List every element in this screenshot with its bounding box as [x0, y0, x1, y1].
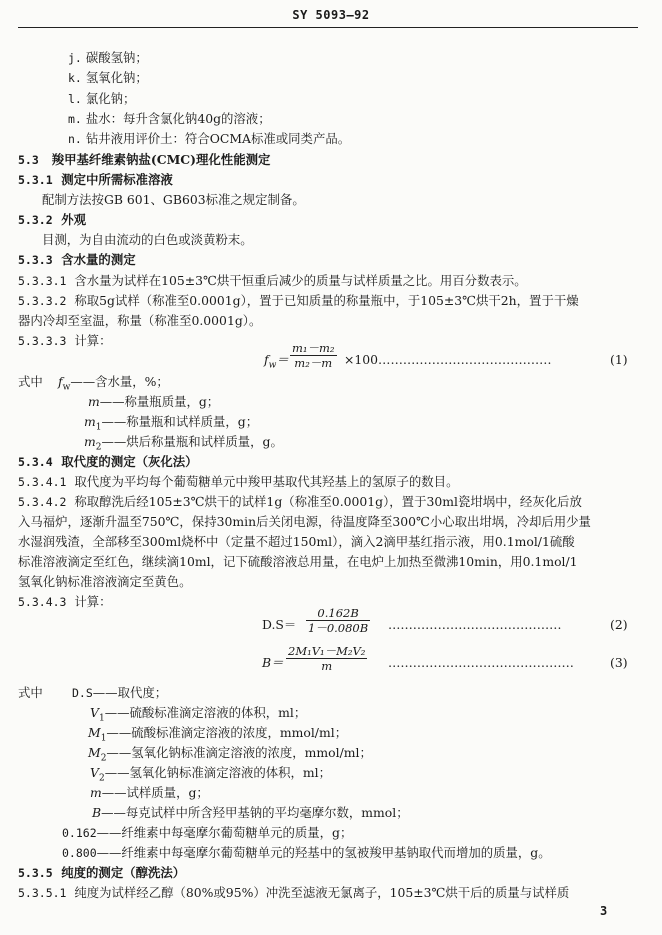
section-heading-5-3-4: 5.3.4 取代度的测定（灰化法）	[18, 454, 198, 469]
where-row: m——称量瓶质量，g；	[88, 394, 220, 409]
paragraph: 氢氧化钠标准溶液滴定至黄色。	[18, 574, 192, 589]
where-row: m——试样质量，g；	[90, 785, 209, 800]
equation-1-lhs: $f_w=$	[264, 352, 289, 371]
where-row: $V_1——$硫酸标准滴定溶液的体积，ml；	[90, 705, 307, 724]
equation-2-number: (2)	[610, 617, 628, 632]
where-row: 0.800——纤维素中每毫摩尔葡萄糖单元的羟基中的氢被羧甲基钠取代而增加的质量，g。	[62, 845, 551, 860]
where-lead: 式中	[18, 374, 43, 389]
where-row: $V_2——$氢氧化钠标准滴定溶液的体积，ml；	[90, 765, 332, 784]
paragraph: 器内冷却至室温，称量（称准至0.0001g）。	[18, 313, 262, 328]
paragraph: 5.3.3.2 称取5g试样（称准至0.0001g），置于已知质量的称量瓶中，于105±3℃烘干2h，置于干燥	[18, 293, 579, 308]
header-rule	[18, 27, 638, 28]
list-item: j. 碳酸氢钠；	[68, 50, 148, 65]
equation-1-tail: ×100……………………………………	[344, 352, 552, 367]
paragraph: 配制方法按GB 601、GB603标准之规定制备。	[42, 192, 305, 207]
page-header: SY 5093—92	[292, 8, 370, 22]
paragraph: 水湿润残渣，全部移至300ml烧杯中（定量不超过150ml），滴入2滴甲基红指示液，用0.1mol/1硫酸	[18, 534, 575, 549]
paragraph: 5.3.4.1 取代度为平均每个葡萄糖单元中羧甲基取代其羟基上的氢原子的数目。	[18, 474, 459, 489]
where-row: 0.162——纤维素中每毫摩尔葡萄糖单元的质量，g；	[62, 825, 353, 840]
section-heading-5-3-5: 5.3.5 纯度的测定（醇洗法）	[18, 865, 186, 880]
where-lead: 式中	[18, 685, 43, 700]
equation-1-fraction: $\frac{\text{m₁－m₂}}{\text{m₂－m}}$	[292, 341, 335, 371]
paragraph: 5.3.4.3 计算：	[18, 594, 112, 609]
paragraph: 5.3.5.1 纯度为试样经乙醇（80%或95%）冲洗至滤液无氯离子，105±3℃烘干后的质量与试样质	[18, 885, 570, 900]
section-heading-5-3-1: 5.3.1 测定中所需标准溶液	[18, 172, 173, 187]
equation-3-number: (3)	[610, 655, 628, 670]
equation-1-number: (1)	[610, 352, 628, 367]
where-row: $M_2——$氢氧化钠标准滴定溶液的浓度，mmol/ml；	[88, 745, 372, 764]
paragraph: 标准溶液滴定至红色，继续滴10ml，记下硫酸溶液总用量，在电炉上加热至微沸10min，用0.1mol/1	[18, 554, 578, 569]
list-item: l. 氯化钠；	[68, 91, 136, 106]
paragraph: 5.3.3.1 含水量为试样在105±3℃烘干恒重后减少的质量与试样质量之比。用百分数表示。	[18, 273, 527, 288]
where-row: $m_2——$烘后称量瓶和试样质量，g。	[84, 434, 283, 453]
where-row: $m_1——$称量瓶和试样质量，g；	[84, 414, 259, 433]
list-item: n. 钻井液用评价土：符合OCMA标准或同类产品。	[68, 131, 351, 146]
list-item: k. 氢氧化钠；	[68, 70, 148, 85]
equation-2-lhs: D.S＝	[262, 617, 297, 632]
paragraph: 5.3.4.2 称取醇洗后经105±3℃烘干的试样1g（称准至0.0001g），置于30ml瓷坩埚中，经灰化后放	[18, 494, 582, 509]
equation-3-lhs: B＝	[262, 655, 284, 670]
paragraph: 目测，为自由流动的白色或淡黄粉末。	[42, 232, 253, 247]
equation-3-dots: ………………………………………	[388, 655, 574, 670]
where-row: B——每克试样中所含羟甲基钠的平均毫摩尔数，mmol；	[92, 805, 409, 820]
section-heading-5-3-2: 5.3.2 外观	[18, 212, 87, 227]
equation-2-dots: ……………………………………	[388, 617, 562, 632]
paragraph: 入马福炉，逐渐升温至750℃，保持30min后关闭电源，待温度降至300℃小心取出坩埚，冷却后用少量	[18, 514, 591, 529]
where-row: $f_w——$含水量，%；	[58, 374, 169, 393]
where-row: $M_1——$硫酸标准滴定溶液的浓度，mmol/ml；	[88, 725, 348, 744]
section-heading-5-3: 5.3 羧甲基纤维素钠盐(CMC)理化性能测定	[18, 152, 271, 167]
paragraph: 5.3.3.3 计算：	[18, 333, 112, 348]
equation-2-fraction: $\frac{0.162B}{1-0.080B}$	[308, 606, 369, 636]
where-row: D.S——取代度；	[72, 685, 168, 700]
section-heading-5-3-3: 5.3.3 含水量的测定	[18, 252, 136, 267]
equation-3-fraction: $\frac{\text{2M₁V₁－M₂V₂}}{m}$	[288, 644, 366, 674]
list-item: m. 盐水：每升含氯化钠40g的溶液；	[68, 111, 271, 126]
page-number: 3	[600, 904, 608, 918]
